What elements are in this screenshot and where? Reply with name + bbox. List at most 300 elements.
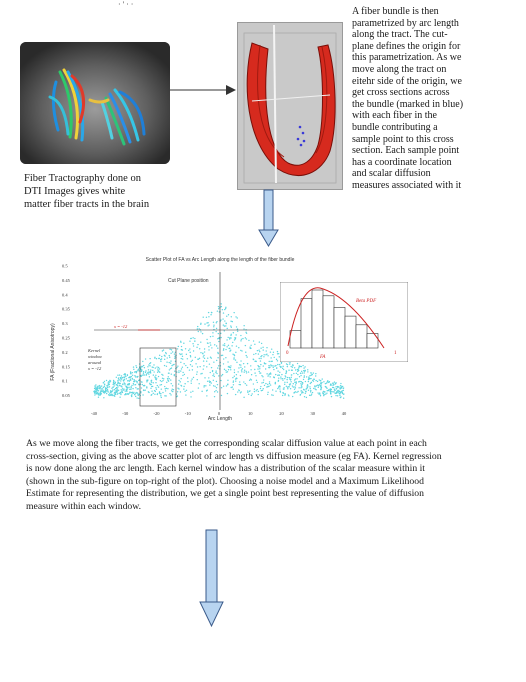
description-line: plane defines the origin for — [352, 40, 461, 52]
scatter-point — [104, 391, 105, 392]
scatter-point — [244, 366, 245, 367]
scatter-point — [228, 366, 229, 367]
scatter-point — [222, 374, 223, 375]
scatter-point — [264, 385, 265, 386]
scatter-point — [213, 361, 214, 362]
scatter-point — [181, 346, 182, 347]
scatter-point — [144, 385, 145, 386]
scatter-point — [240, 392, 241, 393]
scatter-point — [284, 394, 285, 395]
scatter-point — [293, 383, 294, 384]
scatter-point — [323, 391, 324, 392]
scatter-point — [240, 367, 241, 368]
scatter-point — [335, 386, 336, 387]
scatter-point — [223, 349, 224, 350]
scatter-point — [115, 382, 116, 383]
cut-plane-label: Cut Plane position — [168, 278, 209, 284]
scatter-point — [275, 390, 276, 391]
scatter-point — [246, 372, 247, 373]
scatter-point — [170, 379, 171, 380]
scatter-point — [148, 371, 149, 372]
scatter-point — [122, 392, 123, 393]
scatter-point — [238, 367, 239, 368]
scatter-point — [237, 328, 238, 329]
scatter-point — [127, 375, 128, 376]
scatter-point — [113, 385, 114, 386]
scatter-point — [232, 386, 233, 387]
scatter-point — [308, 377, 309, 378]
scatter-point — [343, 398, 344, 399]
tractography-image — [20, 42, 170, 164]
scatter-point — [262, 347, 263, 348]
scatter-point — [148, 364, 149, 365]
scatter-point — [171, 349, 172, 350]
x-tick-label: 20 — [279, 411, 284, 416]
scatter-point — [161, 356, 162, 357]
scatter-point — [319, 379, 320, 380]
scatter-point — [313, 388, 314, 389]
scatter-point — [180, 385, 181, 386]
scatter-point — [155, 382, 156, 383]
scatter-point — [302, 392, 303, 393]
scatter-point — [273, 367, 274, 368]
scatter-point — [286, 370, 287, 371]
scatter-point — [227, 383, 228, 384]
scatter-point — [259, 371, 260, 372]
scatter-point — [198, 387, 199, 388]
scatter-point — [148, 369, 149, 370]
scatter-point — [178, 380, 179, 381]
scatter-point — [124, 383, 125, 384]
scatter-point — [241, 339, 242, 340]
scatter-point — [279, 364, 280, 365]
scatter-point — [145, 389, 146, 390]
scatter-point — [258, 366, 259, 367]
scatter-point — [226, 323, 227, 324]
scatter-point — [218, 353, 219, 354]
scatter-point — [308, 379, 309, 380]
scatter-point — [300, 387, 301, 388]
scatter-point — [209, 384, 210, 385]
scatter-point — [295, 382, 296, 383]
scatter-point — [254, 361, 255, 362]
scatter-point — [237, 331, 238, 332]
scatter-point — [284, 384, 285, 385]
scatter-point — [193, 345, 194, 346]
top-glyph: · ' · · — [118, 0, 134, 9]
scatter-point — [127, 393, 128, 394]
scatter-point — [187, 377, 188, 378]
paragraph-line: is now done along the arc length. Each kernel window has a distribution of the scalar measure within it — [26, 463, 425, 475]
scatter-point — [270, 373, 271, 374]
scatter-point — [225, 307, 226, 308]
scatter-point — [302, 372, 303, 373]
scatter-point — [150, 362, 151, 363]
scatter-point — [170, 360, 171, 361]
scatter-point — [265, 354, 266, 355]
scatter-point — [196, 347, 197, 348]
y-tick-label: 0.2 — [62, 349, 68, 355]
scatter-point — [297, 363, 298, 364]
kernel-label-line: around — [88, 360, 101, 365]
scatter-point — [183, 363, 184, 364]
scatter-point — [231, 345, 232, 346]
scatter-point — [124, 377, 125, 378]
scatter-point — [218, 333, 219, 334]
scatter-point — [120, 380, 121, 381]
scatter-point — [203, 365, 204, 366]
scatter-point — [291, 377, 292, 378]
scatter-point — [162, 350, 163, 351]
scatter-point — [138, 398, 139, 399]
scatter-point — [216, 387, 217, 388]
scatter-point — [297, 369, 298, 370]
scatter-point — [267, 394, 268, 395]
scatter-point — [161, 397, 162, 398]
scatter-point — [267, 392, 268, 393]
scatter-point — [308, 381, 309, 382]
scatter-point — [319, 393, 320, 394]
scatter-point — [192, 369, 193, 370]
scatter-point — [132, 375, 133, 376]
scatter-point — [227, 380, 228, 381]
scatter-point — [296, 392, 297, 393]
fiber-bundle-image — [237, 22, 343, 190]
scatter-point — [183, 343, 184, 344]
scatter-point — [275, 374, 276, 375]
scatter-point — [216, 321, 217, 322]
scatter-point — [112, 395, 113, 396]
scatter-point — [155, 387, 156, 388]
scatter-point — [216, 345, 217, 346]
scatter-point — [330, 383, 331, 384]
scatter-point — [185, 394, 186, 395]
scatter-point — [114, 396, 115, 397]
scatter-point — [278, 386, 279, 387]
scatter-point — [206, 339, 207, 340]
scatter-point — [180, 362, 181, 363]
scatter-point — [209, 380, 210, 381]
scatter-point — [313, 380, 314, 381]
scatter-point — [170, 368, 171, 369]
scatter-point — [223, 386, 224, 387]
scatter-point — [335, 395, 336, 396]
scatter-point — [218, 341, 219, 342]
scatter-point — [190, 364, 191, 365]
scatter-point — [142, 384, 143, 385]
scatter-point — [233, 388, 234, 389]
scatter-point — [117, 393, 118, 394]
scatter-point — [200, 323, 201, 324]
scatter-point — [133, 383, 134, 384]
scatter-point — [314, 379, 315, 380]
scatter-point — [143, 365, 144, 366]
scatter-point — [153, 374, 154, 375]
scatter-point — [282, 366, 283, 367]
scatter-point — [217, 367, 218, 368]
scatter-point — [130, 379, 131, 380]
scatter-point — [111, 391, 112, 392]
scatter-point — [168, 380, 169, 381]
scatter-point — [225, 325, 226, 326]
scatter-point — [225, 349, 226, 350]
scatter-point — [303, 377, 304, 378]
scatter-point — [225, 370, 226, 371]
scatter-point — [206, 366, 207, 367]
scatter-point — [215, 372, 216, 373]
scatter-point — [135, 396, 136, 397]
scatter-point — [239, 381, 240, 382]
scatter-point — [159, 384, 160, 385]
scatter-point — [125, 376, 126, 377]
scatter-point — [102, 388, 103, 389]
paragraph-line: cross-section, giving as the above scatter plot of arc length vs diffusion measure (eg FA). Kernel regression — [26, 450, 442, 462]
scatter-point — [197, 326, 198, 327]
scatter-point — [289, 362, 290, 363]
scatter-point — [286, 386, 287, 387]
histogram-bar — [323, 296, 334, 348]
scatter-point — [230, 337, 231, 338]
scatter-point — [248, 394, 249, 395]
scatter-point — [120, 377, 121, 378]
scatter-point — [246, 333, 247, 334]
scatter-point — [204, 348, 205, 349]
scatter-point — [251, 395, 252, 396]
y-tick-label: 0.25 — [62, 335, 70, 341]
scatter-point — [263, 379, 264, 380]
scatter-point — [260, 358, 261, 359]
x-tick-label: -10 — [184, 411, 191, 416]
scatter-point — [135, 387, 136, 388]
scatter-point — [343, 390, 344, 391]
scatter-point — [134, 381, 135, 382]
scatter-point — [323, 393, 324, 394]
scatter-point — [198, 328, 199, 329]
scatter-point — [275, 382, 276, 383]
scatter-point — [158, 367, 159, 368]
scatter-point — [269, 376, 270, 377]
scatter-point — [325, 393, 326, 394]
scatter-point — [181, 349, 182, 350]
scatter-point — [289, 384, 290, 385]
scatter-point — [125, 394, 126, 395]
scatter-point — [164, 395, 165, 396]
scatter-point — [269, 373, 270, 374]
scatter-point — [343, 393, 344, 394]
scatter-point — [177, 388, 178, 389]
scatter-point — [228, 369, 229, 370]
scatter-point — [153, 382, 154, 383]
scatter-point — [315, 380, 316, 381]
y-tick-label: 0.4 — [62, 292, 68, 298]
scatter-point — [221, 306, 222, 307]
scatter-point — [169, 349, 170, 350]
scatter-point — [162, 378, 163, 379]
scatter-point — [215, 390, 216, 391]
scatter-point — [187, 358, 188, 359]
scatter-point — [223, 312, 224, 313]
scatter-point — [230, 335, 231, 336]
scatter-point — [245, 337, 246, 338]
scatter-point — [236, 362, 237, 363]
scatter-point — [289, 377, 290, 378]
scatter-point — [250, 365, 251, 366]
scatter-point — [294, 367, 295, 368]
scatter-point — [262, 376, 263, 377]
scatter-point — [224, 309, 225, 310]
scatter-point — [146, 380, 147, 381]
scatter-point — [157, 372, 158, 373]
scatter-point — [298, 381, 299, 382]
scatter-point — [237, 317, 238, 318]
scatter-point — [155, 367, 156, 368]
scatter-point — [191, 361, 192, 362]
scatter-point — [237, 371, 238, 372]
scatter-point — [141, 369, 142, 370]
scatter-point — [260, 347, 261, 348]
scatter-point — [241, 371, 242, 372]
scatter-point — [261, 355, 262, 356]
scatter-point — [140, 391, 141, 392]
scatter-point — [272, 395, 273, 396]
scatter-point — [304, 396, 305, 397]
scatter-point — [283, 387, 284, 388]
scatter-point — [203, 356, 204, 357]
scatter-point — [336, 388, 337, 389]
scatter-point — [150, 388, 151, 389]
scatter-point — [257, 389, 258, 390]
scatter-point — [211, 382, 212, 383]
scatter-point — [182, 356, 183, 357]
scatter-point — [135, 376, 136, 377]
scatter-point — [283, 388, 284, 389]
scatter-point — [189, 348, 190, 349]
scatter-point — [109, 386, 110, 387]
scatter-point — [110, 394, 111, 395]
scatter-point — [218, 308, 219, 309]
description-line: the bundle (marked in blue) — [352, 98, 464, 110]
scatter-point — [291, 370, 292, 371]
scatter-point — [210, 372, 211, 373]
y-tick-label: 0.45 — [62, 277, 70, 283]
scatter-point — [289, 378, 290, 379]
scatter-point — [200, 373, 201, 374]
paragraph-line: (shown in the sub-figure on top-right of the plot). Choosing a noise model and a Maximum Likelihood — [26, 475, 424, 487]
scatter-point — [263, 365, 264, 366]
scatter-point — [305, 381, 306, 382]
scatter-point — [213, 385, 214, 386]
scatter-point — [181, 353, 182, 354]
description-line: measures associated with it — [352, 179, 462, 191]
scatter-point — [142, 366, 143, 367]
scatter-point — [217, 348, 218, 349]
kernel-distribution-subfigure — [280, 282, 408, 362]
scatter-point — [218, 365, 219, 366]
scatter-point — [187, 367, 188, 368]
scatter-point — [240, 335, 241, 336]
scatter-point — [245, 383, 246, 384]
scatter-point — [184, 391, 185, 392]
scatter-point — [246, 356, 247, 357]
scatter-point — [138, 384, 139, 385]
scatter-point — [261, 375, 262, 376]
scatter-point — [158, 376, 159, 377]
scatter-point — [180, 381, 181, 382]
scatter-point — [127, 387, 128, 388]
scatter-point — [295, 378, 296, 379]
scatter-point — [178, 372, 179, 373]
scatter-point — [196, 374, 197, 375]
scatter-point — [310, 391, 311, 392]
scatter-point — [270, 364, 271, 365]
scatter-point — [133, 366, 134, 367]
scatter-point — [210, 344, 211, 345]
scatter-point — [309, 395, 310, 396]
scatter-point — [123, 388, 124, 389]
scatter-point — [231, 327, 232, 328]
scatter-point — [294, 392, 295, 393]
scatter-point — [150, 372, 151, 373]
scatter-point — [104, 386, 105, 387]
scatter-point — [282, 368, 283, 369]
scatter-point — [206, 322, 207, 323]
scatter-point — [279, 388, 280, 389]
scatter-point — [191, 378, 192, 379]
scatter-point — [161, 388, 162, 389]
scatter-point — [117, 380, 118, 381]
scatter-point — [102, 391, 103, 392]
scatter-point — [177, 365, 178, 366]
y-axis-label: FA (Fractional Anisotropy) — [50, 323, 56, 381]
scatter-point — [157, 368, 158, 369]
scatter-point — [313, 372, 314, 373]
scatter-point — [159, 372, 160, 373]
scatter-point — [170, 363, 171, 364]
scatter-point — [292, 396, 293, 397]
scatter-point — [149, 358, 150, 359]
scatter-point — [136, 397, 137, 398]
scatter-point — [222, 309, 223, 310]
scatter-point — [255, 375, 256, 376]
scatter-point — [266, 350, 267, 351]
y-tick-label: 0.15 — [62, 364, 70, 370]
scatter-point — [166, 382, 167, 383]
scatter-point — [235, 316, 236, 317]
scatter-point — [230, 367, 231, 368]
scatter-point — [113, 383, 114, 384]
scatter-point — [170, 394, 171, 395]
scatter-point — [316, 385, 317, 386]
scatter-point — [297, 371, 298, 372]
scatter-point — [270, 351, 271, 352]
scatter-point — [177, 348, 178, 349]
scatter-point — [169, 393, 170, 394]
fit-label: Beta PDF — [356, 299, 377, 304]
scatter-point — [136, 372, 137, 373]
scatter-point — [106, 380, 107, 381]
y-tick-label: 0.05 — [62, 393, 70, 399]
scatter-point — [325, 383, 326, 384]
scatter-point — [320, 388, 321, 389]
scatter-point — [278, 377, 279, 378]
scatter-point — [189, 340, 190, 341]
scatter-point — [161, 384, 162, 385]
scatter-point — [126, 378, 127, 379]
scatter-point — [296, 378, 297, 379]
scatter-point — [164, 359, 165, 360]
scatter-point — [307, 384, 308, 385]
scatter-point — [273, 369, 274, 370]
